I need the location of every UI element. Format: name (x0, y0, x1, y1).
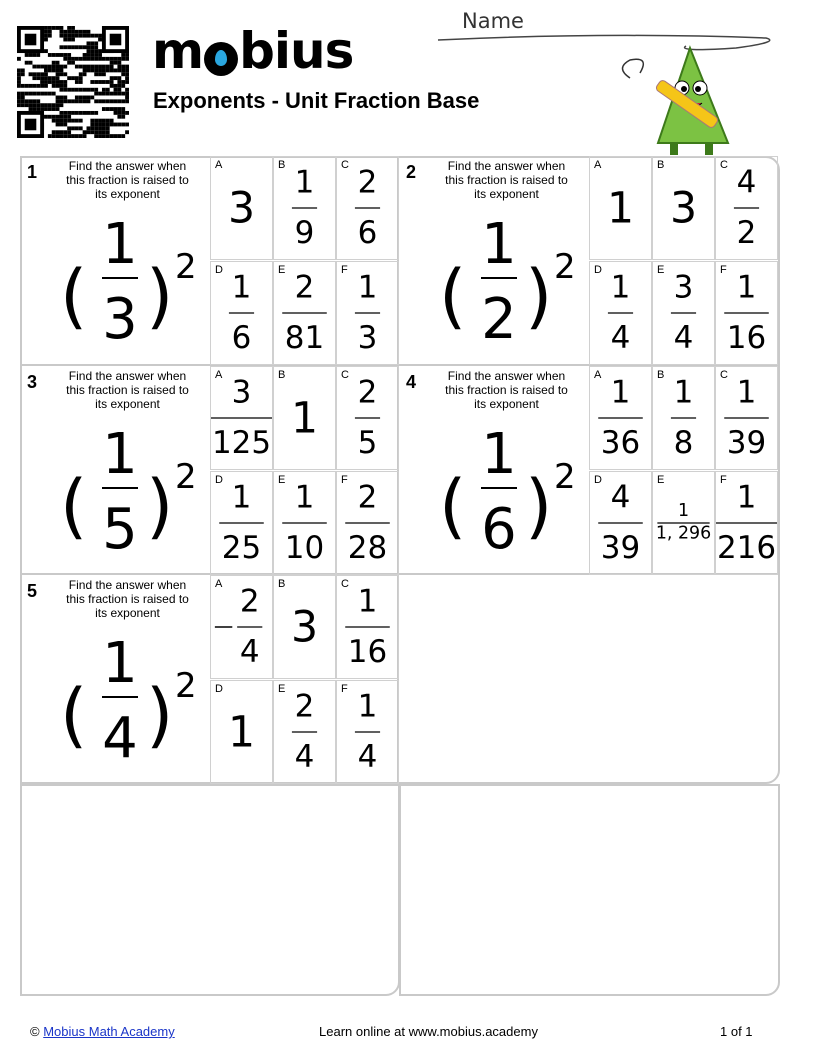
option-numerator: 1 (677, 500, 690, 521)
answer-option-b[interactable] (273, 366, 336, 470)
answer-option-e[interactable] (273, 471, 336, 575)
left-paren: ( (439, 464, 467, 547)
option-value (211, 472, 272, 574)
page-number: 1 of 1 (720, 1024, 753, 1039)
option-letter: E (657, 264, 665, 276)
mobius-academy-link[interactable]: Mobius Math Academy (43, 1024, 175, 1039)
option-letter: F (720, 473, 727, 486)
exponent: 2 (175, 456, 197, 497)
option-denominator: 39 (600, 529, 641, 566)
question-prompt: Find the answer when this fraction is raised to its exponent (66, 578, 189, 620)
base-numerator: 1 (102, 212, 138, 277)
option-numerator: 2 (294, 269, 315, 306)
option-numerator: 3 (673, 269, 694, 306)
option-whole-value: 3 (669, 183, 698, 234)
question-cell (20, 575, 399, 785)
answer-option-c[interactable] (336, 575, 399, 679)
base-denominator: 6 (481, 496, 517, 558)
answer-option-b[interactable] (652, 366, 715, 470)
logo-drop-icon (204, 42, 238, 76)
option-value (716, 472, 777, 574)
answer-option-d[interactable] (589, 261, 652, 365)
option-numerator: 2 (357, 374, 378, 411)
option-numerator: 1 (736, 479, 757, 516)
option-value (716, 262, 777, 364)
base-fraction-expression (429, 418, 579, 558)
answer-option-f[interactable] (336, 261, 399, 365)
mascot-triangle-icon (610, 38, 740, 158)
base-denominator: 4 (102, 706, 138, 767)
answer-option-b[interactable] (652, 156, 715, 260)
base-denominator: 3 (102, 287, 138, 348)
option-letter: C (341, 159, 349, 171)
answer-option-f[interactable] (715, 261, 778, 365)
option-value (211, 576, 272, 678)
option-letter: C (341, 578, 349, 590)
option-value (274, 681, 335, 783)
option-letter: D (594, 473, 602, 486)
base-denominator: 2 (481, 287, 517, 348)
answer-option-a[interactable] (210, 156, 273, 260)
option-letter: F (720, 264, 727, 276)
option-value (653, 262, 714, 364)
option-value (274, 472, 335, 574)
option-denominator: 1, 296 (655, 522, 712, 543)
answer-option-a[interactable] (589, 366, 652, 470)
option-whole-value: 3 (290, 602, 319, 653)
right-paren: ) (525, 255, 553, 337)
answer-option-c[interactable] (715, 156, 778, 260)
option-value (590, 157, 651, 259)
option-denominator: 4 (294, 738, 315, 775)
right-paren: ) (146, 674, 174, 756)
base-numerator: 1 (481, 421, 517, 487)
option-denominator: 6 (231, 319, 252, 356)
option-numerator: 2 (357, 164, 378, 201)
option-letter: D (215, 264, 223, 276)
option-letter: A (215, 578, 223, 590)
question-cell (399, 366, 778, 576)
option-letter: F (341, 683, 348, 695)
worksheet-title: Exponents - Unit Fraction Base (153, 88, 480, 113)
option-value (716, 157, 777, 259)
base-fraction-expression (50, 208, 200, 348)
option-letter: E (278, 683, 286, 695)
option-letter: D (594, 264, 602, 276)
answer-option-a[interactable] (210, 366, 273, 470)
option-denominator: 4 (357, 738, 378, 775)
option-value (590, 262, 651, 364)
answer-option-d[interactable] (210, 680, 273, 784)
option-numerator: 1 (231, 479, 252, 516)
option-denominator: 16 (726, 319, 767, 356)
name-label: Name (462, 9, 524, 33)
option-numerator: 1 (673, 374, 694, 411)
option-letter: C (341, 368, 349, 381)
exponent: 2 (175, 666, 197, 706)
answer-option-f[interactable] (715, 471, 778, 575)
option-letter: A (215, 368, 223, 381)
option-letter: B (657, 368, 665, 381)
option-value (653, 367, 714, 469)
option-denominator: 6 (357, 214, 378, 251)
option-letter: F (341, 473, 348, 486)
option-numerator: 2 (357, 479, 378, 516)
question-cell (399, 156, 778, 366)
option-letter: C (720, 159, 728, 171)
option-numerator: 3 (231, 374, 252, 411)
option-value (274, 367, 335, 469)
option-numerator: 2 (294, 688, 315, 725)
option-numerator: 4 (610, 479, 631, 516)
question-prompt: Find the answer when this fraction is raised to its exponent (66, 368, 189, 411)
option-letter: B (657, 159, 665, 171)
option-numerator: 1 (294, 479, 315, 516)
answer-option-d[interactable] (210, 471, 273, 575)
option-value (274, 157, 335, 259)
right-paren: ) (525, 464, 553, 547)
left-paren: ( (60, 674, 88, 756)
option-denominator: 81 (284, 319, 325, 356)
left-paren: ( (60, 255, 88, 337)
option-denominator: 25 (221, 529, 262, 566)
option-numerator: 2 (239, 583, 260, 620)
exponent: 2 (554, 247, 576, 287)
option-denominator: 39 (726, 424, 767, 461)
question-number: 3 (27, 371, 38, 392)
option-denominator: 5 (357, 424, 378, 461)
base-fraction-expression (50, 418, 200, 558)
option-value (653, 472, 714, 574)
option-denominator: 16 (347, 633, 388, 670)
question-number: 2 (406, 162, 417, 182)
blank-panel-right (399, 784, 780, 996)
option-value (211, 157, 272, 259)
answer-option-e[interactable] (273, 680, 336, 784)
option-value (337, 157, 398, 259)
base-denominator: 5 (102, 496, 138, 558)
question-number: 5 (27, 581, 38, 601)
option-whole-value: 1 (606, 183, 635, 234)
option-denominator: 4 (239, 633, 260, 670)
answer-option-a[interactable] (589, 156, 652, 260)
option-value (211, 262, 272, 364)
option-letter: D (215, 683, 223, 695)
blank-panel-left (20, 784, 400, 996)
option-numerator: 1 (357, 269, 378, 306)
option-value (274, 576, 335, 678)
answer-option-d[interactable] (210, 261, 273, 365)
answer-option-b[interactable] (273, 156, 336, 260)
option-letter: E (278, 264, 286, 276)
option-value (590, 472, 651, 574)
base-numerator: 1 (102, 421, 138, 487)
option-numerator: 1 (294, 164, 315, 201)
question-prompt: Find the answer when this fraction is raised to its exponent (66, 159, 189, 201)
answer-option-d[interactable] (589, 471, 652, 575)
option-letter: F (341, 264, 348, 276)
option-value (337, 262, 398, 364)
option-numerator: 1 (610, 269, 631, 306)
answer-option-f[interactable] (336, 471, 399, 575)
option-denominator: 4 (610, 319, 631, 356)
base-numerator: 1 (102, 631, 138, 696)
option-denominator: 8 (673, 424, 694, 461)
option-letter: B (278, 368, 286, 381)
option-value (211, 681, 272, 783)
option-denominator: 36 (600, 424, 641, 461)
option-numerator: 1 (357, 688, 378, 725)
option-denominator: 9 (294, 214, 315, 251)
answer-option-c[interactable] (715, 366, 778, 470)
answer-option-c[interactable] (336, 366, 399, 470)
answer-option-a[interactable] (210, 575, 273, 679)
qr-code (17, 26, 129, 138)
answer-option-e[interactable] (273, 261, 336, 365)
option-whole-value: 1 (227, 707, 256, 758)
option-letter: E (657, 473, 665, 486)
base-numerator: 1 (481, 212, 517, 277)
option-value (337, 576, 398, 678)
option-denominator: 10 (284, 529, 325, 566)
answer-option-e[interactable] (652, 471, 715, 575)
option-denominator: 125 (211, 424, 272, 461)
option-value (716, 367, 777, 469)
option-numerator: 1 (357, 583, 378, 620)
left-paren: ( (439, 255, 467, 337)
option-denominator: 2 (736, 214, 757, 251)
question-number: 1 (27, 162, 38, 182)
option-letter: C (720, 368, 728, 381)
answer-option-b[interactable] (273, 575, 336, 679)
right-paren: ) (146, 255, 174, 337)
question-number: 4 (406, 371, 417, 392)
question-cell (20, 156, 399, 366)
base-fraction-expression (50, 627, 200, 767)
question-prompt: Find the answer when this fraction is raised to its exponent (445, 368, 568, 411)
option-denominator: 28 (347, 529, 388, 566)
option-value (274, 262, 335, 364)
option-value (590, 367, 651, 469)
option-value (337, 681, 398, 783)
option-whole-value: 3 (227, 183, 256, 234)
option-numerator: 1 (736, 269, 757, 306)
option-letter: E (278, 473, 286, 486)
copyright-symbol: © (30, 1024, 40, 1039)
option-whole-value: 1 (290, 393, 319, 444)
option-letter: D (215, 473, 223, 486)
option-numerator: 1 (231, 269, 252, 306)
option-denominator: 3 (357, 319, 378, 356)
option-value (337, 367, 398, 469)
left-paren: ( (60, 464, 88, 547)
question-cell (20, 366, 399, 576)
answer-option-f[interactable] (336, 680, 399, 784)
option-value (653, 157, 714, 259)
option-denominator: 4 (673, 319, 694, 356)
option-letter: B (278, 578, 286, 590)
answer-option-e[interactable] (652, 261, 715, 365)
mobius-logo: m bius (152, 22, 354, 80)
right-paren: ) (146, 464, 174, 547)
answer-option-c[interactable] (336, 156, 399, 260)
footer-website: Learn online at www.mobius.academy (319, 1024, 538, 1039)
exponent: 2 (175, 247, 197, 287)
option-value (211, 367, 272, 469)
option-letter: A (594, 159, 602, 171)
base-fraction-expression (429, 208, 579, 348)
option-numerator: 1 (610, 374, 631, 411)
option-denominator: 216 (716, 529, 777, 566)
option-numerator: 1 (736, 374, 757, 411)
option-letter: B (278, 159, 286, 171)
footer-copyright (30, 1024, 175, 1039)
option-letter: A (594, 368, 602, 381)
option-letter: A (215, 159, 223, 171)
exponent: 2 (554, 456, 576, 497)
option-value (337, 472, 398, 574)
option-numerator: 4 (736, 164, 757, 201)
question-prompt: Find the answer when this fraction is raised to its exponent (445, 159, 568, 201)
